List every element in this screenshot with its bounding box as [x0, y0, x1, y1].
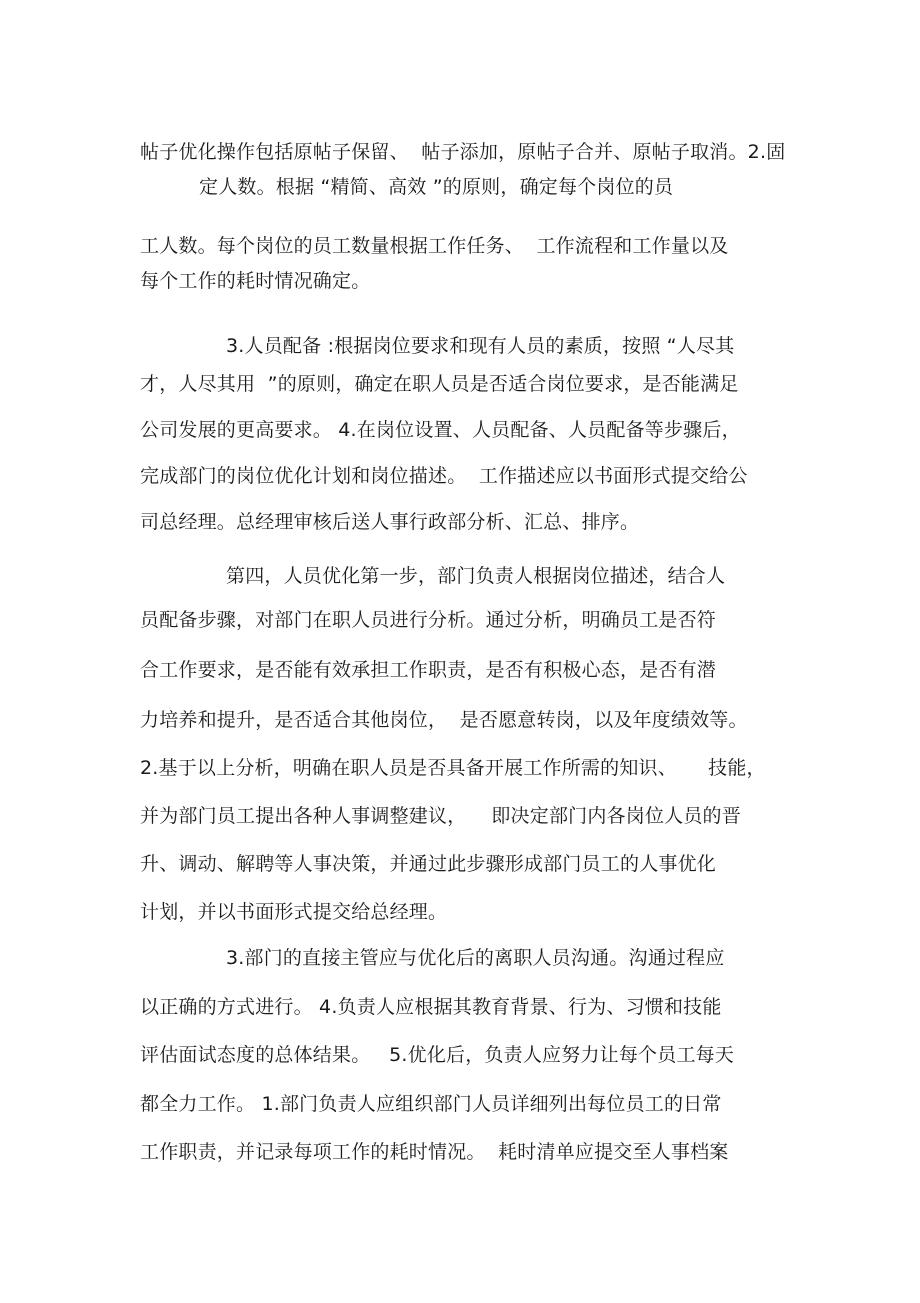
- text-line-13: 力培养和提升，是否适合其他岗位， 是否愿意转岗，以及年度绩效等。: [140, 709, 748, 731]
- text-line-9: 司总经理。总经理审核后送人事行政部分析、汇总、排序。: [140, 511, 640, 533]
- text-line-4: 每个工作的耗时情况确定。: [140, 270, 371, 292]
- text-line-15: 并为部门员工提出各种人事调整建议， 即决定部门内各岗位人员的晋: [140, 805, 741, 827]
- text-line-1: 帖子优化操作包括原帖子保留、 帖子添加，原帖子合并、原帖子取消。2.固: [140, 141, 786, 163]
- text-line-22: 工作职责，并记录每项工作的耗时情况。 耗时清单应提交至人事档案: [140, 1141, 729, 1163]
- text-line-6: 才，人尽其用 ”的原则，确定在职人员是否适合岗位要求，是否能满足: [140, 373, 739, 395]
- text-line-17: 计划，并以书面形式提交给总经理。: [140, 901, 448, 923]
- text-line-12: 合工作要求，是否能有效承担工作职责，是否有积极心态，是否有潜: [140, 659, 717, 681]
- text-line-14: 2.基于以上分析，明确在职人员是否具备开展工作所需的知识、 技能，: [140, 757, 766, 779]
- text-line-8: 完成部门的岗位优化计划和岗位描述。 工作描述应以书面形式提交给公: [140, 465, 748, 487]
- text-line-18: 3.部门的直接主管应与优化后的离职人员沟通。沟通过程应: [226, 947, 725, 969]
- text-line-16: 升、调动、解聘等人事决策，并通过此步骤形成部门员工的人事优化: [140, 853, 717, 875]
- text-line-20: 评估面试态度的总体结果。 5.优化后，负责人应努力让每个员工每天: [140, 1044, 735, 1066]
- text-line-11: 员配备步骤，对部门在职人员进行分析。通过分析，明确员工是否符: [140, 609, 717, 631]
- text-line-7: 公司发展的更高要求。 4.在岗位设置、人员配备、人员配备等步骤后，: [140, 419, 741, 441]
- text-line-5: 3.人员配备 :根据岗位要求和现有人员的素质，按照 “人尽其: [226, 335, 735, 357]
- text-line-2: 定人数。根据 “精简、高效 ”的原则，确定每个岗位的员: [199, 176, 674, 198]
- text-line-10: 第四，人员优化第一步，部门负责人根据岗位描述，结合人: [226, 565, 726, 587]
- text-line-3: 工人数。每个岗位的员工数量根据工作任务、 工作流程和工作量以及: [140, 235, 729, 257]
- text-line-19: 以正确的方式进行。 4.负责人应根据其教育背景、行为、习惯和技能: [140, 996, 722, 1018]
- text-line-21: 都全力工作。 1.部门负责人应组织部门人员详细列出每位员工的日常: [140, 1093, 722, 1115]
